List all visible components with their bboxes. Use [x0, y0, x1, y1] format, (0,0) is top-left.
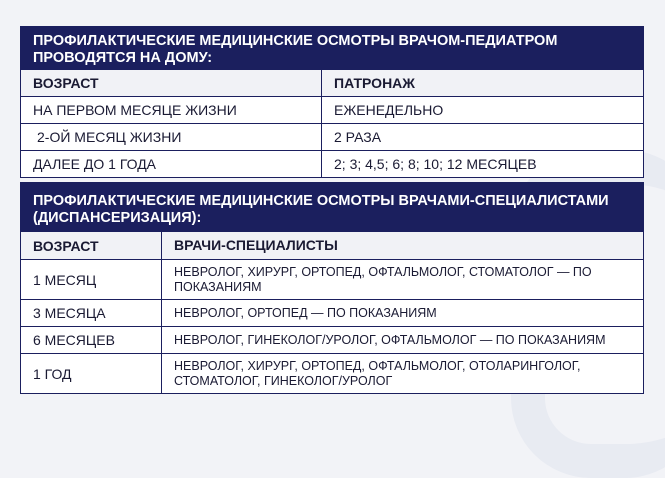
- table-row: [21, 123, 643, 150]
- column-header-age: ВОЗРАСТ: [33, 75, 99, 91]
- specialists-cell: НЕВРОЛОГ, ХИРУРГ, ОРТОПЕД, ОФТАЛЬМОЛОГ, ОТОЛАРИНГОЛОГ, СТОМАТОЛОГ, ГИНЕКОЛОГ/УРОЛОГ: [161, 354, 643, 393]
- table-row: [21, 259, 643, 299]
- age-cell: НА ПЕРВОМ МЕСЯЦЕ ЖИЗНИ: [33, 102, 237, 118]
- specialists-examination-table: [20, 182, 644, 394]
- age-cell: 2-ОЙ МЕСЯЦ ЖИЗНИ: [37, 129, 182, 145]
- table-row: [21, 326, 643, 353]
- table-title: ПРОФИЛАКТИЧЕСКИЕ МЕДИЦИНСКИЕ ОСМОТРЫ ВРАЧОМ-ПЕДИАТРОМ ПРОВОДЯТСЯ НА ДОМУ:: [21, 27, 643, 69]
- visits-cell: 2 РАЗА: [321, 124, 643, 150]
- age-cell: 1 МЕСЯЦ: [33, 271, 97, 288]
- pediatrician-home-visits-table: [20, 26, 644, 178]
- table-header-row: [21, 231, 643, 259]
- table-row: [21, 353, 643, 393]
- age-cell: 3 МЕСЯЦА: [33, 305, 106, 321]
- column-header-visits: ПАТРОНАЖ: [321, 70, 643, 96]
- column-header-specialists: ВРАЧИ-СПЕЦИАЛИСТЫ: [161, 232, 643, 259]
- age-cell: ДАЛЕЕ ДО 1 ГОДА: [33, 156, 157, 172]
- age-cell: 6 МЕСЯЦЕВ: [33, 332, 115, 348]
- table-row: [21, 150, 643, 177]
- visits-cell: 2; 3; 4,5; 6; 8; 10; 12 МЕСЯЦЕВ: [321, 151, 643, 177]
- visits-cell: ЕЖЕНЕДЕЛЬНО: [321, 97, 643, 123]
- age-cell: 1 ГОД: [33, 365, 72, 382]
- specialists-cell: НЕВРОЛОГ, ГИНЕКОЛОГ/УРОЛОГ, ОФТАЛЬМОЛОГ — ПО ПОКАЗАНИЯМ: [161, 327, 643, 353]
- table-header-row: [21, 69, 643, 96]
- column-header-age: ВОЗРАСТ: [33, 237, 99, 254]
- table-row: [21, 299, 643, 326]
- specialists-cell: НЕВРОЛОГ, ХИРУРГ, ОРТОПЕД, ОФТАЛЬМОЛОГ, СТОМАТОЛОГ — ПО ПОКАЗАНИЯМ: [161, 260, 643, 299]
- specialists-cell: НЕВРОЛОГ, ОРТОПЕД — ПО ПОКАЗАНИЯМ: [161, 300, 643, 326]
- table-title: ПРОФИЛАКТИЧЕСКИЕ МЕДИЦИНСКИЕ ОСМОТРЫ ВРАЧАМИ-СПЕЦИАЛИСТАМИ (ДИСПАНСЕРИЗАЦИЯ):: [21, 183, 643, 231]
- table-row: [21, 96, 643, 123]
